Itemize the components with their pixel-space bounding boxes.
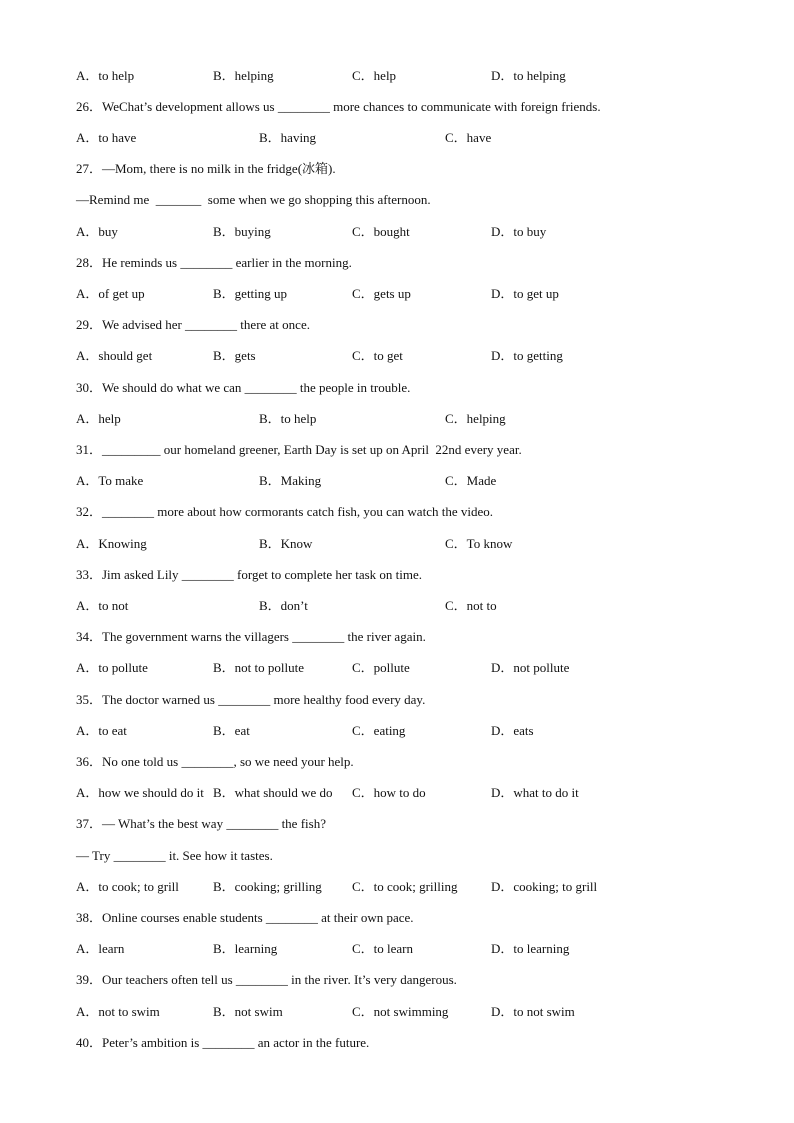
q29-option-b: B．gets — [213, 348, 256, 363]
q31-option-b: B．Making — [259, 473, 322, 488]
q32-option-a: A．Knowing — [76, 536, 147, 551]
q28-option-d: D．to get up — [491, 286, 559, 301]
q36-option-d: D．what to do it — [491, 785, 579, 800]
q25-option-b: B．helping — [213, 68, 274, 83]
q38-option-d: D．to learning — [491, 941, 570, 956]
q39-option-b: B．not swim — [213, 1004, 283, 1019]
q36-option-a: A．how we should do it — [76, 785, 204, 800]
q30-option-c: C．helping — [445, 411, 506, 426]
q30-stem: 30．We should do what we can ________ the people in trouble. — [76, 380, 411, 395]
q31-option-a: A．To make — [76, 473, 144, 488]
q35-option-d: D．eats — [491, 723, 534, 738]
q38-option-c: C．to learn — [352, 941, 414, 956]
q36-option-c: C．how to do — [352, 785, 426, 800]
q37-stem: 37．— What’s the best way ________ the fish? — [76, 816, 326, 831]
q27-option-d: D．to buy — [491, 224, 547, 239]
q37-option-d: D．cooking; to grill — [491, 879, 598, 894]
q29-option-c: C．to get — [352, 348, 403, 363]
q39-stem: 39．Our teachers often tell us ________ in the river. It’s very dangerous. — [76, 972, 457, 987]
q29-stem: 29．We advised her ________ there at once. — [76, 317, 310, 332]
q37-option-c: C．to cook; grilling — [352, 879, 458, 894]
q35-option-c: C．eating — [352, 723, 406, 738]
q30-option-a: A．help — [76, 411, 121, 426]
q35-option-a: A．to eat — [76, 723, 127, 738]
q25-option-d: D．to helping — [491, 68, 566, 83]
q34-option-a: A．to pollute — [76, 660, 148, 675]
q30-option-b: B．to help — [259, 411, 317, 426]
q26-option-b: B．having — [259, 130, 317, 145]
q25-option-a: A．to help — [76, 68, 135, 83]
q26-option-a: A．to have — [76, 130, 137, 145]
q39-option-c: C．not swimming — [352, 1004, 449, 1019]
q27-option-c: C．bought — [352, 224, 410, 239]
q36-stem: 36．No one told us ________, so we need your help. — [76, 754, 354, 769]
q34-option-d: D．not pollute — [491, 660, 570, 675]
q26-option-c: C．have — [445, 130, 492, 145]
q27-option-a: A．buy — [76, 224, 118, 239]
q38-stem: 38．Online courses enable students ________ at their own pace. — [76, 910, 414, 925]
q27-stem: 27．—Mom, there is no milk in the fridge(冰箱). — [76, 161, 336, 176]
q28-option-c: C．gets up — [352, 286, 411, 301]
q38-option-b: B．learning — [213, 941, 278, 956]
q34-stem: 34．The government warns the villagers ________ the river again. — [76, 629, 426, 644]
q32-stem: 32．________ more about how cormorants catch fish, you can watch the video. — [76, 504, 493, 519]
q28-stem: 28．He reminds us ________ earlier in the morning. — [76, 255, 352, 270]
q28-option-a: A．of get up — [76, 286, 145, 301]
q33-stem: 33．Jim asked Lily ________ forget to complete her task on time. — [76, 567, 423, 582]
q39-option-a: A．not to swim — [76, 1004, 160, 1019]
q38-option-a: A．learn — [76, 941, 125, 956]
q26-stem: 26．WeChat’s development allows us ________ more chances to communicate with foreign friends. — [76, 99, 601, 114]
q39-option-d: D．to not swim — [491, 1004, 575, 1019]
q33-option-a: A．to not — [76, 598, 129, 613]
q27-option-b: B．buying — [213, 224, 271, 239]
q29-option-d: D．to getting — [491, 348, 563, 363]
q32-option-b: B．Know — [259, 536, 313, 551]
q31-stem: 31．_________ our homeland greener, Earth Day is set up on April 22nd every year. — [76, 442, 522, 457]
q33-option-c: C．not to — [445, 598, 497, 613]
q37-reply: — Try ________ it. See how it tastes. — [76, 848, 273, 863]
q36-option-b: B．what should we do — [213, 785, 333, 800]
q28-option-b: B．getting up — [213, 286, 288, 301]
q34-option-b: B．not to pollute — [213, 660, 305, 675]
q31-option-c: C．Made — [445, 473, 497, 488]
q27-reply: —Remind me _______ some when we go shopping this afternoon. — [76, 192, 431, 207]
q40-stem: 40．Peter’s ambition is ________ an actor in the future. — [76, 1035, 370, 1050]
q34-option-c: C．pollute — [352, 660, 410, 675]
q25-option-c: C．help — [352, 68, 397, 83]
q29-option-a: A．should get — [76, 348, 153, 363]
q37-option-b: B．cooking; grilling — [213, 879, 322, 894]
q32-option-c: C．To know — [445, 536, 513, 551]
q35-stem: 35．The doctor warned us ________ more healthy food every day. — [76, 692, 426, 707]
q33-option-b: B．don’t — [259, 598, 308, 613]
q37-option-a: A．to cook; to grill — [76, 879, 179, 894]
q35-option-b: B．eat — [213, 723, 250, 738]
